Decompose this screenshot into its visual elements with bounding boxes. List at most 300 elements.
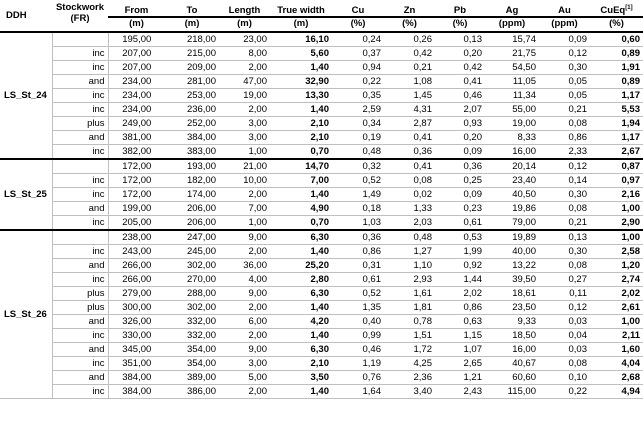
zn-cell: 1,10	[384, 259, 435, 273]
from-cell: 266,00	[108, 259, 165, 273]
au-cell: 0,09	[539, 32, 590, 47]
length-cell: 21,00	[219, 159, 270, 174]
ag-cell: 15,74	[485, 32, 539, 47]
length-cell: 3,00	[219, 117, 270, 131]
from-cell: 199,00	[108, 202, 165, 216]
pb-cell: 0,53	[435, 230, 485, 245]
table-row	[0, 145, 643, 160]
pb-cell: 2,43	[435, 385, 485, 399]
ag-cell: 55,00	[485, 103, 539, 117]
header-true-width: True width	[270, 0, 332, 17]
cu-cell: 0,52	[332, 287, 384, 301]
to-cell: 270,00	[165, 273, 219, 287]
ag-cell: 79,00	[485, 216, 539, 231]
stockwork-cell: inc	[52, 245, 108, 259]
unit-true-width: (m)	[270, 17, 332, 32]
from-cell: 382,00	[108, 145, 165, 160]
stockwork-cell: inc	[52, 385, 108, 399]
cueq-cell: 1,20	[590, 259, 643, 273]
to-cell: 236,00	[165, 103, 219, 117]
unit-zn: (%)	[384, 17, 435, 32]
cu-cell: 1,64	[332, 385, 384, 399]
pb-cell: 0,42	[435, 61, 485, 75]
ag-cell: 39,50	[485, 273, 539, 287]
cu-cell: 0,35	[332, 89, 384, 103]
table-row	[0, 259, 643, 273]
au-cell: 2,33	[539, 145, 590, 160]
cueq-cell: 2,11	[590, 329, 643, 343]
from-cell: 207,00	[108, 61, 165, 75]
cu-cell: 1,19	[332, 357, 384, 371]
pb-cell: 0,61	[435, 216, 485, 231]
ag-cell: 18,61	[485, 287, 539, 301]
pb-cell: 1,07	[435, 343, 485, 357]
cueq-cell: 1,00	[590, 315, 643, 329]
stockwork-cell: inc	[52, 47, 108, 61]
au-cell: 0,03	[539, 315, 590, 329]
ag-cell: 20,14	[485, 159, 539, 174]
zn-cell: 0,48	[384, 230, 435, 245]
true-width-cell: 7,00	[270, 174, 332, 188]
true-width-cell: 14,70	[270, 159, 332, 174]
length-cell: 6,00	[219, 315, 270, 329]
true-width-cell: 0,70	[270, 216, 332, 231]
true-width-cell: 2,10	[270, 117, 332, 131]
au-cell: 0,10	[539, 371, 590, 385]
to-cell: 386,00	[165, 385, 219, 399]
zn-cell: 0,42	[384, 47, 435, 61]
stockwork-cell: inc	[52, 273, 108, 287]
cueq-cell: 2,67	[590, 145, 643, 160]
stockwork-cell: inc	[52, 103, 108, 117]
table-row	[0, 357, 643, 371]
au-cell: 0,08	[539, 259, 590, 273]
table-body	[0, 32, 643, 399]
pb-cell: 2,65	[435, 357, 485, 371]
ag-cell: 18,50	[485, 329, 539, 343]
to-cell: 218,00	[165, 32, 219, 47]
stockwork-cell	[52, 32, 108, 47]
pb-cell: 0,20	[435, 47, 485, 61]
zn-cell: 3,40	[384, 385, 435, 399]
pb-cell: 0,23	[435, 202, 485, 216]
cueq-cell: 2,74	[590, 273, 643, 287]
ag-cell: 21,75	[485, 47, 539, 61]
ag-cell: 9,33	[485, 315, 539, 329]
unit-from: (m)	[108, 17, 165, 32]
ag-cell: 115,00	[485, 385, 539, 399]
au-cell: 0,12	[539, 47, 590, 61]
au-cell: 0,14	[539, 174, 590, 188]
stockwork-cell: inc	[52, 357, 108, 371]
true-width-cell: 1,40	[270, 301, 332, 315]
pb-cell: 0,09	[435, 188, 485, 202]
table-row	[0, 315, 643, 329]
cueq-cell: 2,58	[590, 245, 643, 259]
to-cell: 332,00	[165, 315, 219, 329]
au-cell: 0,86	[539, 131, 590, 145]
table-row	[0, 89, 643, 103]
to-cell: 209,00	[165, 61, 219, 75]
to-cell: 245,00	[165, 245, 219, 259]
table-row	[0, 75, 643, 89]
pb-cell: 0,20	[435, 131, 485, 145]
cueq-cell: 5,53	[590, 103, 643, 117]
ag-cell: 60,60	[485, 371, 539, 385]
cueq-cell: 4,94	[590, 385, 643, 399]
table-row	[0, 159, 643, 174]
true-width-cell: 25,20	[270, 259, 332, 273]
zn-cell: 0,41	[384, 159, 435, 174]
stockwork-cell: and	[52, 202, 108, 216]
ag-cell: 54,50	[485, 61, 539, 75]
length-cell: 2,00	[219, 301, 270, 315]
ag-cell: 11,05	[485, 75, 539, 89]
cu-cell: 1,03	[332, 216, 384, 231]
cu-cell: 0,18	[332, 202, 384, 216]
zn-cell: 1,51	[384, 329, 435, 343]
from-cell: 249,00	[108, 117, 165, 131]
zn-cell: 4,31	[384, 103, 435, 117]
cueq-cell: 2,90	[590, 216, 643, 231]
pb-cell: 0,93	[435, 117, 485, 131]
true-width-cell: 13,30	[270, 89, 332, 103]
header-ddh: DDH	[0, 0, 52, 32]
zn-cell: 1,08	[384, 75, 435, 89]
to-cell: 253,00	[165, 89, 219, 103]
cueq-cell: 1,00	[590, 202, 643, 216]
ag-cell: 40,00	[485, 245, 539, 259]
pb-cell: 0,46	[435, 89, 485, 103]
stockwork-cell: and	[52, 75, 108, 89]
cu-cell: 2,59	[332, 103, 384, 117]
pb-cell: 0,86	[435, 301, 485, 315]
table-row	[0, 245, 643, 259]
stockwork-cell: and	[52, 315, 108, 329]
cu-cell: 0,22	[332, 75, 384, 89]
cu-cell: 0,31	[332, 259, 384, 273]
zn-cell: 0,08	[384, 174, 435, 188]
table-row	[0, 188, 643, 202]
cueq-cell: 4,04	[590, 357, 643, 371]
zn-cell: 0,26	[384, 32, 435, 47]
true-width-cell: 2,10	[270, 357, 332, 371]
zn-cell: 1,72	[384, 343, 435, 357]
au-cell: 0,04	[539, 329, 590, 343]
header-from: From	[108, 0, 165, 17]
ag-cell: 19,89	[485, 230, 539, 245]
to-cell: 174,00	[165, 188, 219, 202]
header-cueq-footnote: [1]	[625, 4, 633, 11]
cueq-cell: 1,17	[590, 131, 643, 145]
table-row	[0, 117, 643, 131]
zn-cell: 1,27	[384, 245, 435, 259]
length-cell: 1,00	[219, 216, 270, 231]
from-cell: 266,00	[108, 273, 165, 287]
to-cell: 288,00	[165, 287, 219, 301]
cu-cell: 0,99	[332, 329, 384, 343]
cu-cell: 0,36	[332, 230, 384, 245]
au-cell: 0,21	[539, 103, 590, 117]
cueq-cell: 1,17	[590, 89, 643, 103]
length-cell: 5,00	[219, 371, 270, 385]
from-cell: 234,00	[108, 89, 165, 103]
table-row	[0, 61, 643, 75]
cu-cell: 1,35	[332, 301, 384, 315]
zn-cell: 1,61	[384, 287, 435, 301]
stockwork-cell: and	[52, 371, 108, 385]
ag-cell: 40,50	[485, 188, 539, 202]
stockwork-cell: plus	[52, 287, 108, 301]
zn-cell: 2,03	[384, 216, 435, 231]
true-width-cell: 4,20	[270, 315, 332, 329]
zn-cell: 1,81	[384, 301, 435, 315]
true-width-cell: 2,10	[270, 131, 332, 145]
table-row	[0, 230, 643, 245]
pb-cell: 1,99	[435, 245, 485, 259]
from-cell: 205,00	[108, 216, 165, 231]
zn-cell: 0,36	[384, 145, 435, 160]
cueq-cell: 1,94	[590, 117, 643, 131]
zn-cell: 0,41	[384, 131, 435, 145]
table-row	[0, 47, 643, 61]
au-cell: 0,30	[539, 245, 590, 259]
zn-cell: 0,78	[384, 315, 435, 329]
true-width-cell: 3,50	[270, 371, 332, 385]
stockwork-cell	[52, 159, 108, 174]
stockwork-cell: inc	[52, 145, 108, 160]
table-row	[0, 216, 643, 231]
true-width-cell: 1,40	[270, 329, 332, 343]
ddh-cell: LS_St_25	[0, 159, 52, 230]
table-row	[0, 32, 643, 47]
to-cell: 383,00	[165, 145, 219, 160]
au-cell: 0,30	[539, 61, 590, 75]
table-row	[0, 301, 643, 315]
length-cell: 2,00	[219, 329, 270, 343]
ag-cell: 23,40	[485, 174, 539, 188]
stockwork-cell: inc	[52, 188, 108, 202]
header-au: Au	[539, 0, 590, 17]
pb-cell: 0,63	[435, 315, 485, 329]
au-cell: 0,27	[539, 273, 590, 287]
ddh-cell: LS_St_24	[0, 32, 52, 159]
ag-cell: 8,33	[485, 131, 539, 145]
length-cell: 2,00	[219, 61, 270, 75]
au-cell: 0,08	[539, 357, 590, 371]
zn-cell: 2,93	[384, 273, 435, 287]
cu-cell: 0,46	[332, 343, 384, 357]
to-cell: 215,00	[165, 47, 219, 61]
true-width-cell: 6,30	[270, 343, 332, 357]
table-row	[0, 343, 643, 357]
zn-cell: 2,36	[384, 371, 435, 385]
header-stockwork	[52, 0, 108, 32]
pb-cell: 2,07	[435, 103, 485, 117]
unit-ag: (ppm)	[485, 17, 539, 32]
cu-cell: 0,48	[332, 145, 384, 160]
pb-cell: 0,41	[435, 75, 485, 89]
to-cell: 332,00	[165, 329, 219, 343]
to-cell: 281,00	[165, 75, 219, 89]
au-cell: 0,03	[539, 343, 590, 357]
cueq-cell: 2,68	[590, 371, 643, 385]
to-cell: 384,00	[165, 131, 219, 145]
pb-cell: 0,13	[435, 32, 485, 47]
cu-cell: 0,32	[332, 159, 384, 174]
ag-cell: 23,50	[485, 301, 539, 315]
au-cell: 0,30	[539, 188, 590, 202]
from-cell: 172,00	[108, 188, 165, 202]
cu-cell: 0,86	[332, 245, 384, 259]
unit-cueq: (%)	[590, 17, 643, 32]
pb-cell: 1,44	[435, 273, 485, 287]
au-cell: 0,13	[539, 230, 590, 245]
from-cell: 234,00	[108, 75, 165, 89]
cueq-cell: 2,61	[590, 301, 643, 315]
length-cell: 2,00	[219, 385, 270, 399]
from-cell: 238,00	[108, 230, 165, 245]
true-width-cell: 1,40	[270, 245, 332, 259]
to-cell: 182,00	[165, 174, 219, 188]
ag-cell: 11,34	[485, 89, 539, 103]
cu-cell: 0,37	[332, 47, 384, 61]
true-width-cell: 6,30	[270, 287, 332, 301]
ddh-cell: LS_St_26	[0, 230, 52, 399]
cueq-cell: 0,87	[590, 159, 643, 174]
ag-cell: 16,00	[485, 145, 539, 160]
unit-to: (m)	[165, 17, 219, 32]
true-width-cell: 5,60	[270, 47, 332, 61]
au-cell: 0,08	[539, 117, 590, 131]
true-width-cell: 1,40	[270, 188, 332, 202]
from-cell: 384,00	[108, 385, 165, 399]
cueq-cell: 0,60	[590, 32, 643, 47]
table-row	[0, 174, 643, 188]
true-width-cell: 1,40	[270, 103, 332, 117]
length-cell: 47,00	[219, 75, 270, 89]
from-cell: 330,00	[108, 329, 165, 343]
pb-cell: 0,25	[435, 174, 485, 188]
header-zn: Zn	[384, 0, 435, 17]
length-cell: 36,00	[219, 259, 270, 273]
from-cell: 300,00	[108, 301, 165, 315]
true-width-cell: 1,40	[270, 61, 332, 75]
ag-cell: 13,22	[485, 259, 539, 273]
stockwork-cell: and	[52, 131, 108, 145]
header-cu: Cu	[332, 0, 384, 17]
table-row	[0, 202, 643, 216]
header-stockwork-unit: (FR)	[70, 13, 90, 24]
true-width-cell: 4,90	[270, 202, 332, 216]
table-header	[0, 0, 643, 32]
from-cell: 243,00	[108, 245, 165, 259]
stockwork-cell: inc	[52, 174, 108, 188]
to-cell: 247,00	[165, 230, 219, 245]
cueq-cell: 0,89	[590, 75, 643, 89]
length-cell: 10,00	[219, 174, 270, 188]
length-cell: 9,00	[219, 287, 270, 301]
length-cell: 9,00	[219, 343, 270, 357]
length-cell: 3,00	[219, 131, 270, 145]
cueq-cell: 1,00	[590, 230, 643, 245]
cu-cell: 0,19	[332, 131, 384, 145]
ag-cell: 16,00	[485, 343, 539, 357]
from-cell: 345,00	[108, 343, 165, 357]
pb-cell: 0,92	[435, 259, 485, 273]
cu-cell: 0,94	[332, 61, 384, 75]
length-cell: 3,00	[219, 357, 270, 371]
zn-cell: 2,87	[384, 117, 435, 131]
true-width-cell: 0,70	[270, 145, 332, 160]
from-cell: 207,00	[108, 47, 165, 61]
from-cell: 351,00	[108, 357, 165, 371]
length-cell: 7,00	[219, 202, 270, 216]
table-row	[0, 131, 643, 145]
cueq-cell: 2,02	[590, 287, 643, 301]
to-cell: 302,00	[165, 259, 219, 273]
true-width-cell: 2,80	[270, 273, 332, 287]
to-cell: 252,00	[165, 117, 219, 131]
cu-cell: 0,24	[332, 32, 384, 47]
from-cell: 381,00	[108, 131, 165, 145]
header-cueq-label: CuEq	[600, 5, 626, 16]
au-cell: 0,08	[539, 202, 590, 216]
table-row	[0, 371, 643, 385]
stockwork-cell: inc	[52, 216, 108, 231]
true-width-cell: 6,30	[270, 230, 332, 245]
cueq-cell: 2,16	[590, 188, 643, 202]
stockwork-cell: and	[52, 343, 108, 357]
zn-cell: 0,21	[384, 61, 435, 75]
from-cell: 279,00	[108, 287, 165, 301]
au-cell: 0,21	[539, 216, 590, 231]
unit-au: (ppm)	[539, 17, 590, 32]
pb-cell: 1,15	[435, 329, 485, 343]
cu-cell: 0,34	[332, 117, 384, 131]
au-cell: 0,12	[539, 159, 590, 174]
length-cell: 19,00	[219, 89, 270, 103]
table-row	[0, 287, 643, 301]
header-length: Length	[219, 0, 270, 17]
cueq-cell: 1,60	[590, 343, 643, 357]
unit-length: (m)	[219, 17, 270, 32]
cueq-cell: 0,97	[590, 174, 643, 188]
au-cell: 0,05	[539, 89, 590, 103]
zn-cell: 1,45	[384, 89, 435, 103]
stockwork-cell: inc	[52, 329, 108, 343]
true-width-cell: 16,10	[270, 32, 332, 47]
cu-cell: 0,52	[332, 174, 384, 188]
from-cell: 195,00	[108, 32, 165, 47]
zn-cell: 0,02	[384, 188, 435, 202]
length-cell: 2,00	[219, 188, 270, 202]
pb-cell: 1,21	[435, 371, 485, 385]
ag-cell: 19,00	[485, 117, 539, 131]
table-row	[0, 273, 643, 287]
to-cell: 206,00	[165, 216, 219, 231]
cu-cell: 0,40	[332, 315, 384, 329]
au-cell: 0,22	[539, 385, 590, 399]
from-cell: 384,00	[108, 371, 165, 385]
table-row	[0, 329, 643, 343]
cu-cell: 0,61	[332, 273, 384, 287]
header-to: To	[165, 0, 219, 17]
unit-pb: (%)	[435, 17, 485, 32]
stockwork-cell: plus	[52, 117, 108, 131]
unit-cu: (%)	[332, 17, 384, 32]
to-cell: 206,00	[165, 202, 219, 216]
